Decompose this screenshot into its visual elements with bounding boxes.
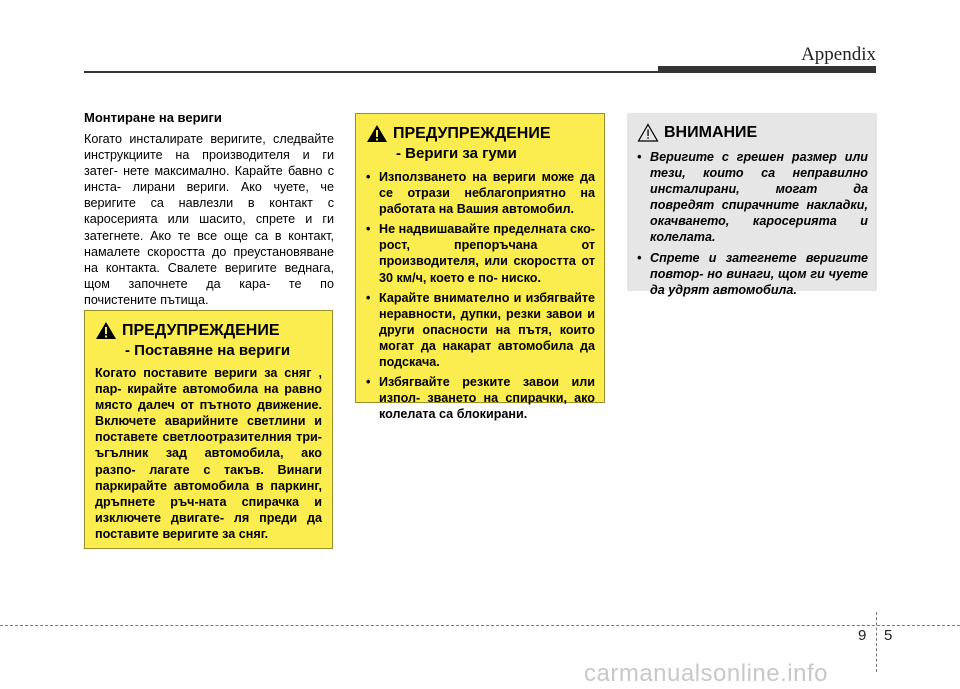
section-heading: Монтиране на вериги (84, 110, 222, 125)
list-item: • Спрете и затегнете веригите повтор- но винаги, щом ги чуете да удрят автомобила. (637, 250, 868, 298)
warning-triangle-icon (95, 321, 117, 340)
list-item: • Използването на вериги може да се отрази неблагоприятно на работата на Вашия автомобил. (366, 169, 595, 217)
footer-divider (876, 612, 877, 672)
warning-subtitle: - Поставяне на вериги (125, 342, 291, 359)
list-item: • Веригите с грешен размер или тези, които са неправилно инсталирани, могат да повредят спирачните накладки, окачването, каросерията и колелата. (637, 149, 868, 246)
list-item: • Карайте внимателно и избягвайте неравности, дупки, резки завои и други опасности на пътя, които могат да накарат автомобила да подскача. (366, 290, 595, 370)
warning-subtitle: - Вериги за гуми (396, 145, 517, 162)
warning-title: ПРЕДУПРЕЖДЕНИЕ (122, 321, 280, 339)
warning-box-tire-chains (355, 113, 605, 422)
warning-title: ПРЕДУПРЕЖДЕНИЕ (393, 124, 551, 142)
chapter-number: 9 (858, 627, 867, 644)
chain-installation-section (84, 110, 334, 308)
caution-list (637, 149, 868, 298)
warning-box-installing-chains (84, 310, 333, 549)
page-header-title: Appendix (801, 44, 876, 65)
watermark-text: carmanualsonline.info (584, 660, 828, 687)
list-item: • Избягвайте резките завои или изпол- зването на спирачки, ако колелата са блокирани. (366, 374, 595, 422)
warning-text: Когато поставите вериги за сняг , пар- кирайте автомобила на равно място далеч от пътното движение. Включете аварийните светлини и поставете светлоотразителния три- ъгълник зад автомобила, ако разпо- лагате с такъв. Винаги паркирайте автомобила в паркинг, дръпнете ръч-ната спирачка и изключете двигате- ля преди да поставите веригите за сняг. (95, 366, 322, 541)
page-number: 5 (884, 627, 893, 644)
caution-title: ВНИМАНИЕ (664, 123, 758, 141)
footer-rule (0, 625, 960, 626)
section-paragraph: Когато инсталирате веригите, следвайте инструкциите на производителя и ги затег- нете максимално. Карайте бавно с инста- лирани вериги. Ако чуете, че веригите са навлезли в контакт с каросерията или шасито, спрете и ги затегнете. Ако те все още са в контакт, намалете скоростта до преустановяване на контакта. Свалете веригите веднага, щом започнете да кара- те по почистените пътища. (84, 132, 334, 307)
warning-triangle-icon (366, 124, 388, 143)
list-item: • Не надвишавайте пределната ско- рост, препоръчана от производителя, или скоростта от 30 км/ч, което е по- ниско. (366, 221, 595, 285)
header-rule-thin (84, 71, 684, 73)
caution-triangle-icon (637, 123, 659, 142)
warning-list (366, 169, 595, 422)
header-rule-thick (658, 66, 876, 73)
caution-box (627, 113, 877, 297)
